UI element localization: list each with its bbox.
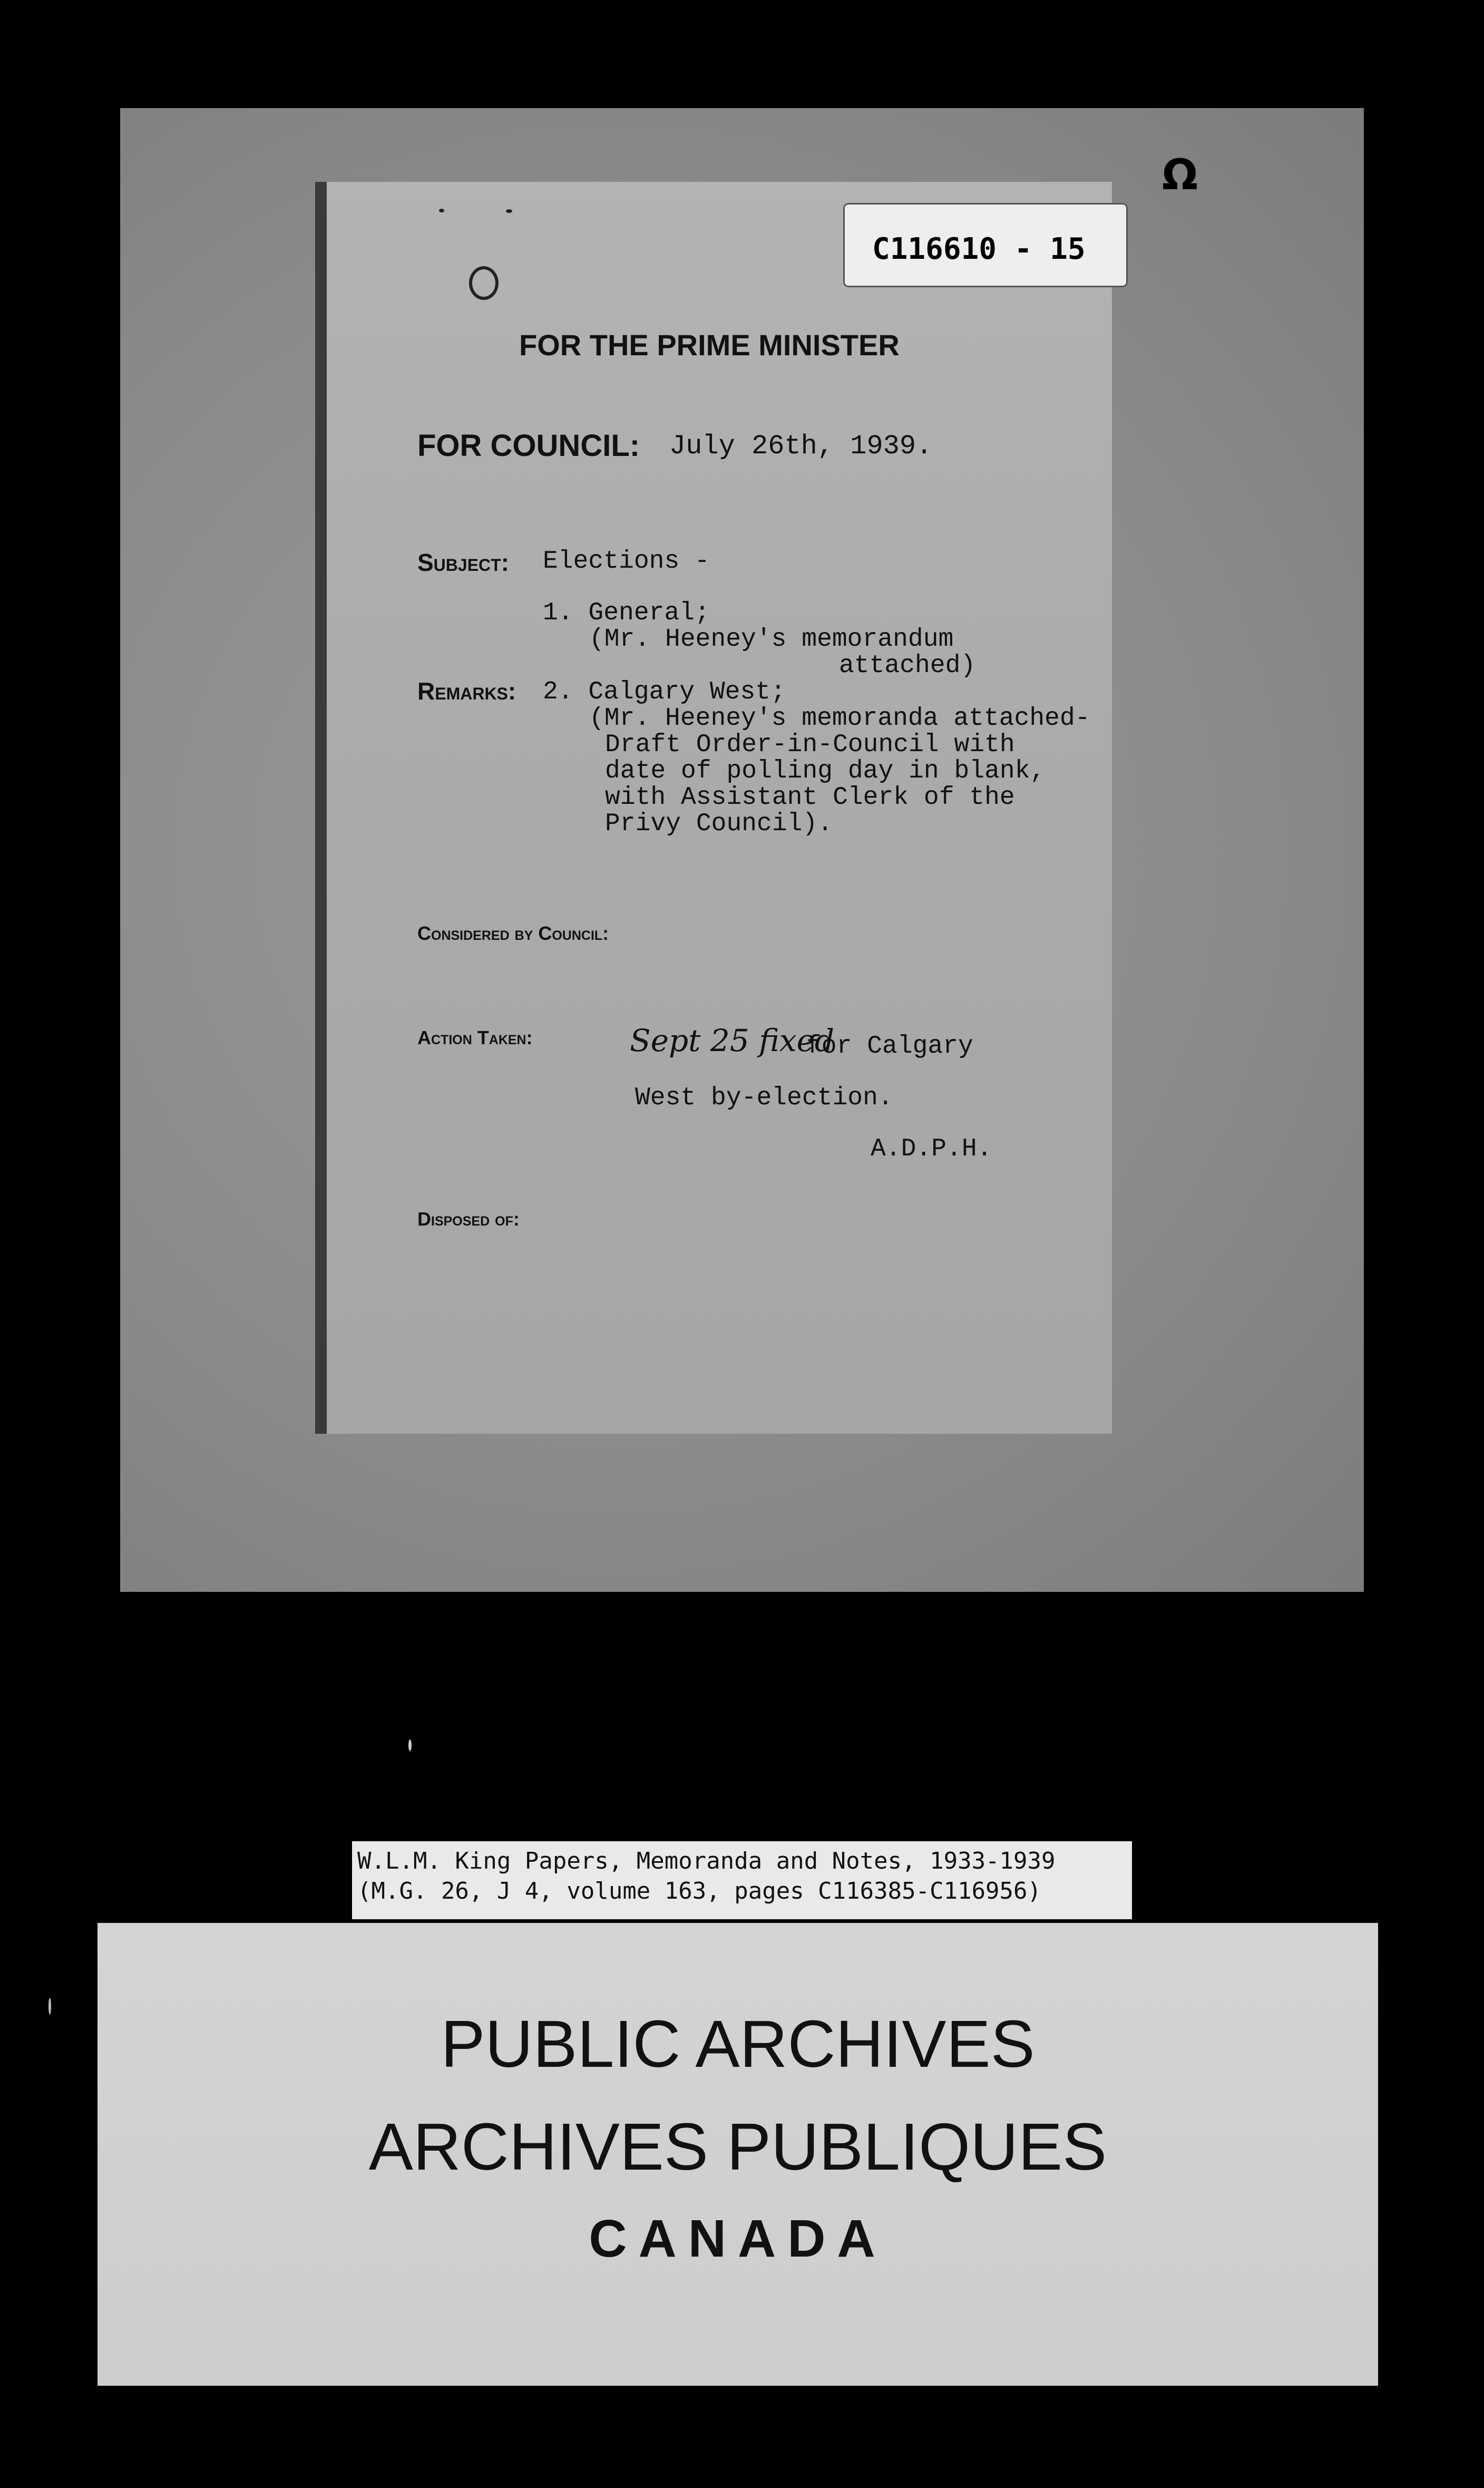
citation-line1: W.L.M. King Papers, Memoranda and Notes, 1933-1939 — [357, 1848, 1056, 1874]
item1-line1: 1. General; — [543, 599, 710, 627]
item2-line6: Privy Council). — [605, 810, 833, 838]
reference-number: C116610 - 15 — [872, 232, 1086, 266]
item2-line4: date of polling day in blank, — [605, 757, 1046, 785]
item2-line3: Draft Order-in-Council with — [605, 731, 1015, 759]
considered-label: Considered by Council: — [417, 922, 609, 944]
item2-line2: (Mr. Heeney's memoranda attached- — [589, 704, 1090, 733]
ink-speck — [506, 209, 512, 213]
item1-line2: (Mr. Heeney's memorandum — [589, 625, 954, 654]
action-line1: for Calgary — [806, 1032, 973, 1061]
archives-line1: PUBLIC ARCHIVES — [441, 2007, 1035, 2081]
action-label: Action Taken: — [417, 1027, 533, 1048]
action-line2: West by-election. — [635, 1084, 893, 1112]
ink-speck — [439, 209, 444, 212]
hole-punch-mark — [469, 266, 499, 300]
item1-line3: attached) — [839, 652, 976, 680]
initials: A.D.P.H. — [871, 1135, 992, 1163]
remarks-label: Remarks: — [417, 677, 516, 705]
dust-speck — [408, 1739, 412, 1751]
archives-line3: CANADA — [589, 2209, 887, 2268]
for-council-label: FOR COUNCIL: — [417, 429, 640, 463]
for-council-date: July 26th, 1939. — [669, 431, 933, 462]
item2-line5: with Assistant Clerk of the — [605, 783, 1015, 812]
corner-mark: Ω — [1162, 150, 1198, 199]
memo-heading: FOR THE PRIME MINISTER — [519, 328, 900, 362]
dust-speck — [48, 1998, 51, 2015]
citation-line2: (M.G. 26, J 4, volume 163, pages C116385-C116956) — [357, 1878, 1042, 1904]
subject-label: Subject: — [417, 549, 510, 576]
archives-line2: ARCHIVES PUBLIQUES — [368, 2110, 1107, 2184]
subject-value: Elections - — [543, 547, 710, 576]
action-handwritten: Sept 25 fixed — [630, 1023, 835, 1058]
disposed-label: Disposed of: — [417, 1208, 520, 1230]
item2-line1: 2. Calgary West; — [543, 678, 786, 706]
